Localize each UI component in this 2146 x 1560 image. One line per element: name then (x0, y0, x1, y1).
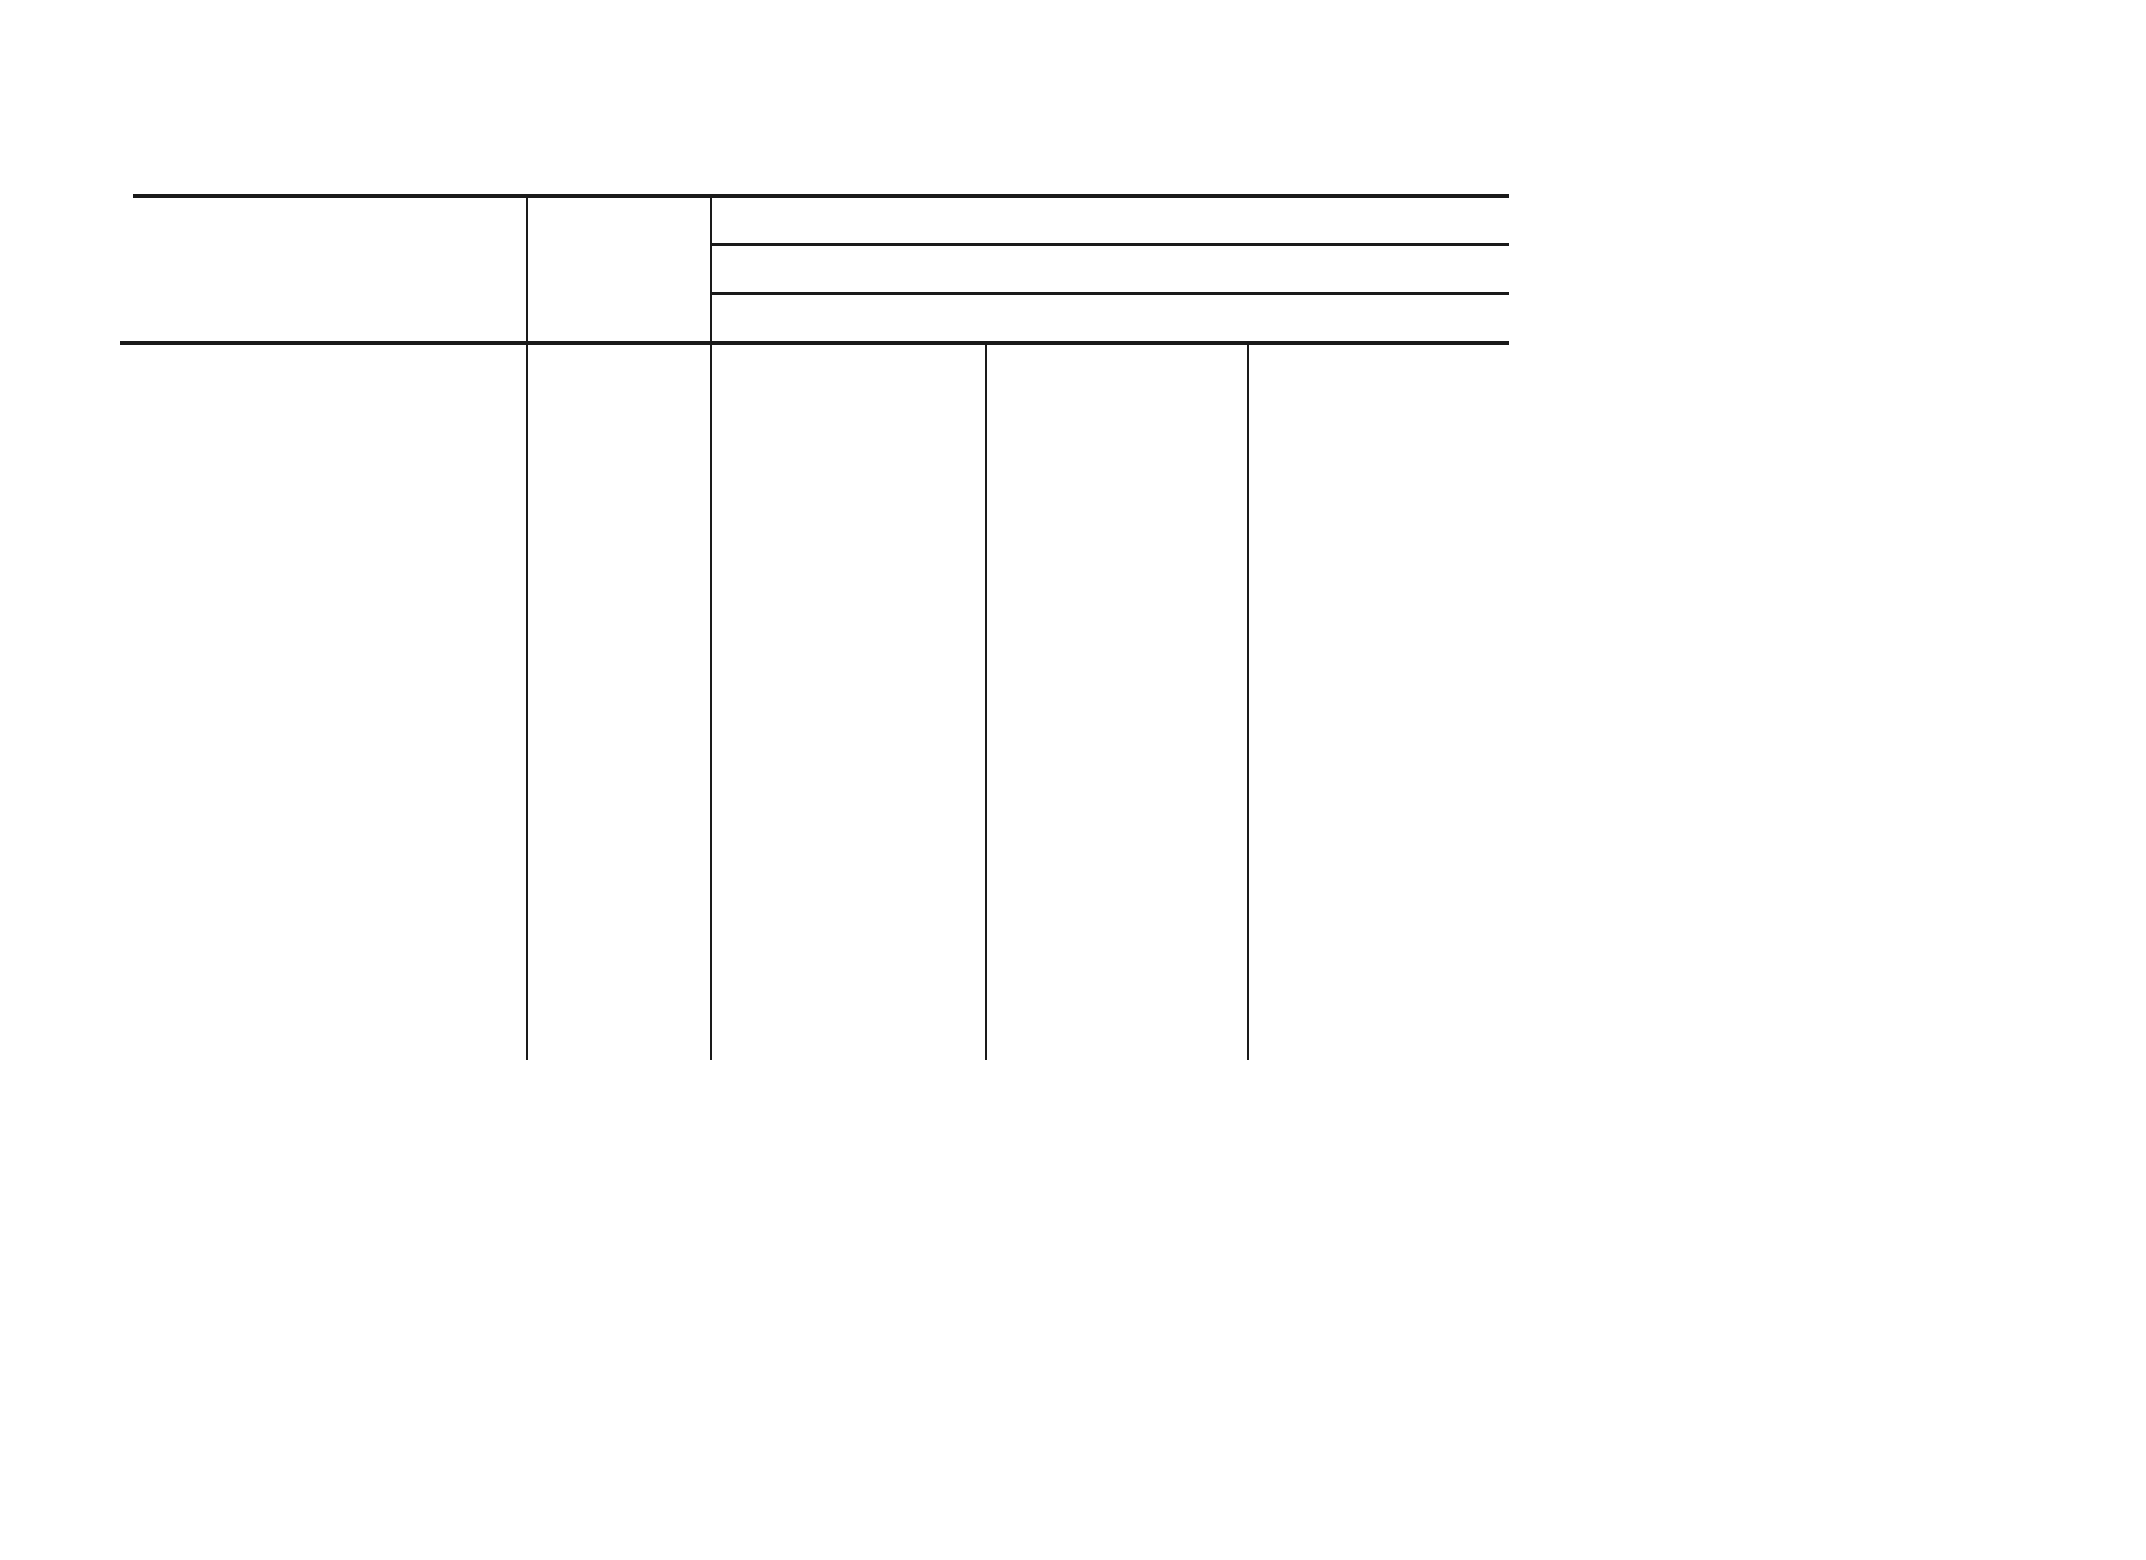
header-bottom-rule (120, 341, 1509, 345)
header-name-column (133, 198, 526, 341)
col-divider-group-2-3 (1247, 343, 1249, 1060)
header-norm-title (712, 295, 1509, 341)
header-caliber-list (712, 246, 1509, 292)
header-unit-column (528, 198, 710, 341)
header-caliber-title (712, 198, 1509, 243)
col-divider-group-1-2 (985, 343, 987, 1060)
